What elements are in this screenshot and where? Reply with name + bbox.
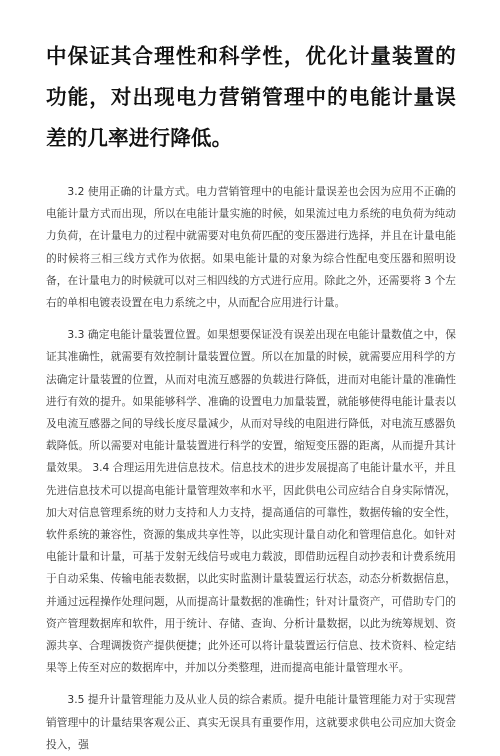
paragraph-3-2: 3.2 使用正确的计量方式。电力营销管理中的电能计量误差也会因为应用不正确的电能计量方式而出现，所以在电能计量实施的时候，如果流过电力系统的电负荷为纯动力负荷，在计量电力的过程中就需要对电负荷匹配的变压器进行选择，并且在计量电能的时候将三相三线方式作为依据。如果电能计量的对象为综合性配电变压器和照明设备，在计量电力的时候就可以对三相四线的方式进行应用。除此之外，还需要将 3 个左右的单相电镀表设置在电力系统之中，从而配合应用进行计量。 xyxy=(46,185,456,310)
body-text xyxy=(46,181,456,756)
paragraph-3-5: 3.5 提升计量管理能力及从业人员的综合素质。提升电能计量管理能力对于实现营销管理中的计量结果客观公正、真实无误具有重要作用，这就要求供电公司应加大资金投入，强 xyxy=(46,693,456,751)
heading-text: 中保证其合理性和科学性，优化计量装置的功能，对出现电力营销管理中的电能计量误差的几率进行降低。 xyxy=(46,44,456,150)
paragraph-3-3: 3.3 确定电能计量装置位置。如果想要保证没有误差出现在电能计量数值之中，保证其准确性，就需要有效控制计量装置位置。所以在加量的时候，就需要应用科学的方法确定计量装置的位置，从而对电流互感器的负载进行降低，进而对电能计量的准确性进行有效的提升。如果能够科学、准确的设置电力加量装置，就能够使得电能计量表以及电流互感器之间的导线长度尽量减少，从而对导线的电阻进行降低，对电流互感器负载降低。所以需要对电能计量装置进行科学的安置，缩短变压器的距离，从而提升其计量效果。 3.4 合理运用先进信息技术。信息技术的进步发展提高了电能计量水平，并且先进信息技术可以提高电能计量管理效率和水平，因此供电公司应结合自身实际情况，加大对信息管理系统的财力支持和人力支持，提高通信的可靠性，数据传输的安全性，软件系统的兼容性，资源的集成共享性等，以此实现计量自动化和管理信息化。如针对电能计量和计量，可基于发射无线信号或电力载波，即借助远程自动抄表和计费系统用于自动采集、传输电能表数据，以此实时监测计量装置运行状态，动态分析数据信息，并通过远程操作处理问题，从而提高计量数据的准确性；针对计量资产，可借助专门的资产管理数据库和软件，用于统计、存储、查询、分析计量数据，以此为统筹规划、资源共享、合理调拨资产提供便捷；此外还可以将计量装置运行信息、技术资料、检定结果等上传至对应的数据库中，并加以分类整理，进而提高电能计量管理水平。 xyxy=(46,328,456,675)
